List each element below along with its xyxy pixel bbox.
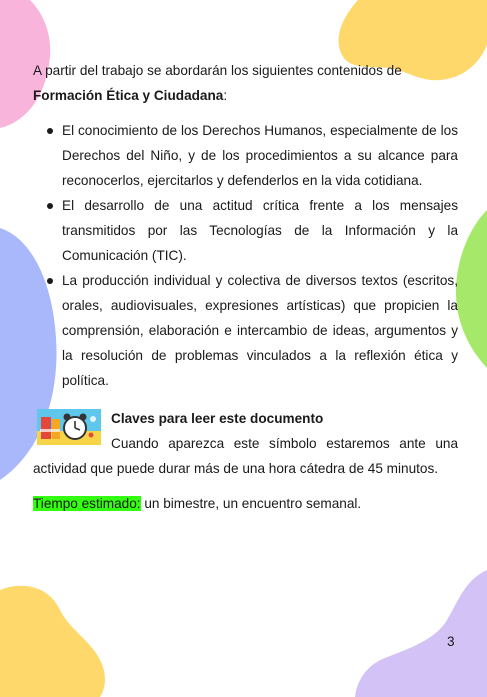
main-content [33, 58, 458, 516]
intro-text: A partir del trabajo se abordarán los siguientes contenidos de [33, 63, 402, 78]
subject-name: Formación Ética y Ciudadana [33, 88, 224, 103]
list-item: El desarrollo de una actitud crítica frente a los mensajes transmitidos por las Tecnologías de la Información y la Comunicación (TIC). [33, 193, 458, 268]
purple-blob-bottom-right [355, 570, 487, 697]
claves-title: Claves para leer este documento [111, 411, 324, 426]
intro-colon: : [223, 88, 228, 103]
page-number: 3 [447, 634, 455, 649]
list-item: La producción individual y colectiva de diversos textos (escritos, orales, audiovisuales, expresiones artísticas) que propicien la comprensión, elaboración e intercambio de ideas, argumentos y la resolución de problemas vinculados a la reflexión ética y política. [33, 268, 458, 393]
estimated-time-text: un bimestre, un encuentro semanal. [140, 496, 362, 511]
estimated-time [33, 491, 458, 516]
clock-books-icon [37, 409, 101, 445]
claves-section [33, 406, 458, 481]
yellow-blob-bottom-left [0, 580, 110, 697]
list-item: El conocimiento de los Derechos Humanos, especialmente de los Derechos del Niño, y de los procedimientos a su alcance para reconocerlos, ejercitarlos y defenderlos en la vida cotidiana. [33, 118, 458, 193]
claves-text: Cuando aparezca este símbolo estaremos ante una actividad que puede durar más de una hora cátedra de 45 minutos. [33, 436, 458, 476]
intro-paragraph [33, 58, 458, 108]
topics-list [33, 118, 458, 393]
estimated-time-label: Tiempo estimado: [33, 496, 141, 511]
